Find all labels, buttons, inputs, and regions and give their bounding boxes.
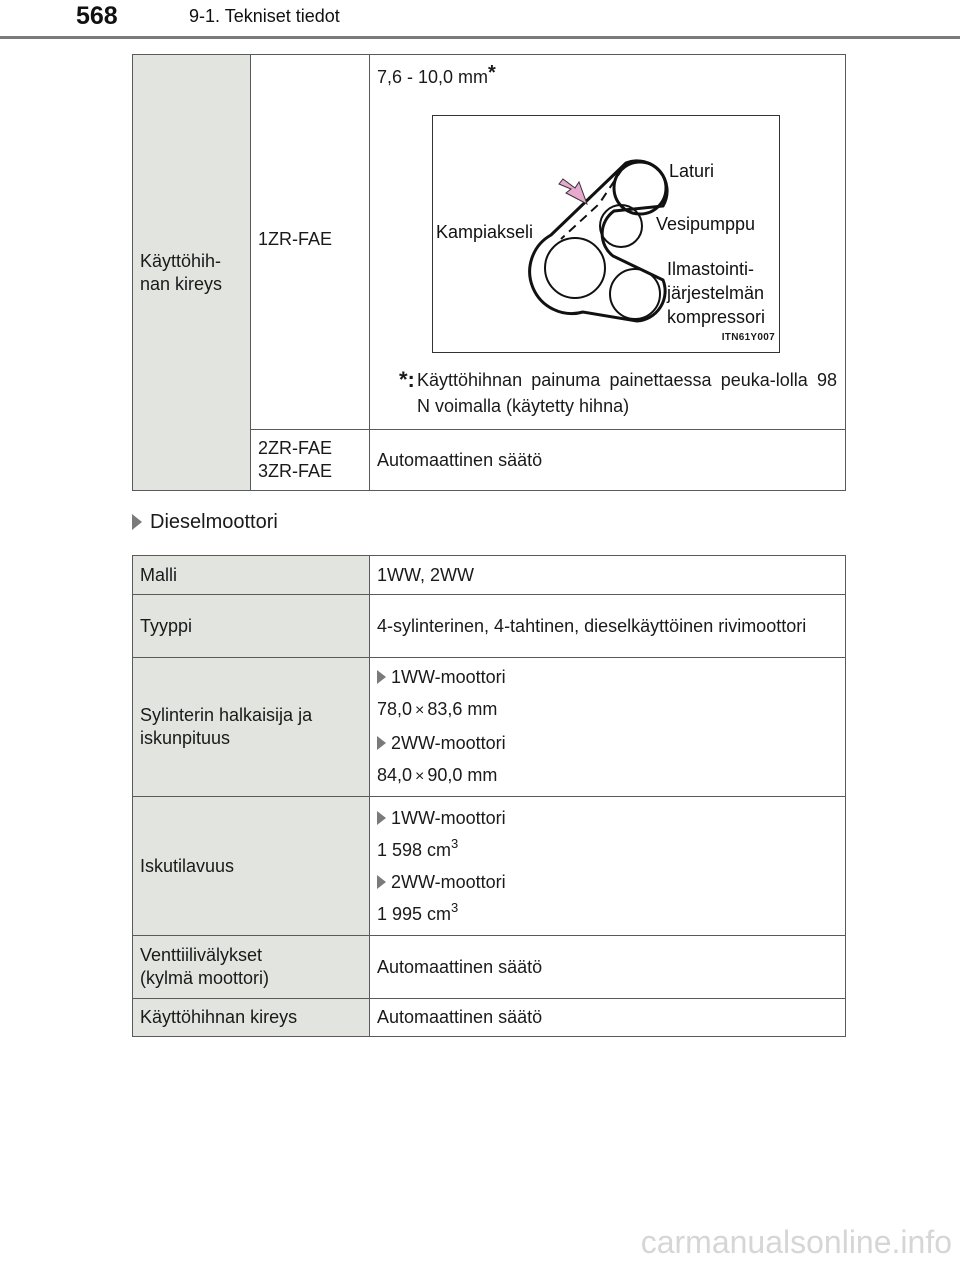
valve-clearance-value: Automaattinen säätö <box>370 936 846 999</box>
label-compressor: Ilmastointi- järjestelmän kompressori <box>667 259 766 327</box>
triangle-bullet-icon <box>377 736 386 750</box>
model-label: Malli <box>133 556 370 595</box>
deflection-value: 7,6 - 10,0 mm* <box>377 62 496 87</box>
footnote-mark: *: <box>399 367 415 392</box>
engine-2zr-3zr-value: Automaattinen säätö <box>370 430 846 491</box>
label-alternator: Laturi <box>669 161 715 181</box>
page-header <box>0 0 960 40</box>
section-title: 9-1. Tekniset tiedot <box>189 6 340 26</box>
figure-code: ITN61Y007 <box>721 332 775 343</box>
deflected-belt-dashed <box>561 168 623 239</box>
table-row <box>133 658 846 797</box>
table-row <box>133 556 846 595</box>
triangle-bullet-icon <box>132 514 142 530</box>
drive-belt-tension-value: Automaattinen säätö <box>370 999 846 1037</box>
engine-1zr-label: 1ZR-FAE <box>251 55 370 430</box>
valve-clearance-label: Venttiilivälykset (kylmä moottori) <box>133 936 370 999</box>
belt-tension-label: Käyttöhih- nan kireys <box>133 55 251 491</box>
label-crankshaft: Kampiakseli <box>436 222 534 242</box>
drive-belt-tension-label: Käyttöhihnan kireys <box>133 999 370 1037</box>
label-water-pump: Vesipumppu <box>656 214 756 234</box>
watermark: carmanualsonline.info <box>640 1224 952 1260</box>
table-row <box>133 797 846 936</box>
table-row <box>133 936 846 999</box>
petrol-spec-table <box>132 54 846 491</box>
belt-diagram <box>432 115 780 353</box>
engine-2zr-3zr-label: 2ZR-FAE 3ZR-FAE <box>251 430 370 491</box>
table-row <box>133 595 846 658</box>
type-label: Tyyppi <box>133 595 370 658</box>
triangle-bullet-icon <box>377 811 386 825</box>
bore-stroke-value: 1WW-moottori 78,0 × 83,6 mm 2WW-moottori 84,0 × 90,0 mm <box>370 658 846 797</box>
diesel-spec-table <box>132 555 846 1037</box>
model-value: 1WW, 2WW <box>370 556 846 595</box>
footnote-text: Käyttöhihnan painuma painettaessa peuka-lolla 98 N voimalla (käytetty hihna) <box>417 370 837 416</box>
crankshaft-pulley <box>545 238 605 298</box>
bore-stroke-label: Sylinterin halkaisija ja iskunpituus <box>133 658 370 797</box>
belt-deflection-cell <box>370 55 846 430</box>
press-arrow-icon <box>559 179 587 204</box>
page-number: 568 <box>76 2 118 30</box>
table-row <box>133 999 846 1037</box>
displacement-value: 1WW-moottori 1 598 $cm^3$ 2WW-moottori 1 995 $cm^3$ <box>370 797 846 936</box>
footnote <box>399 367 838 419</box>
triangle-bullet-icon <box>377 875 386 889</box>
diesel-heading: Dieselmoottori <box>132 511 278 534</box>
triangle-bullet-icon <box>377 670 386 684</box>
header-rule <box>0 36 960 39</box>
type-value: 4-sylinterinen, 4-tahtinen, dieselkäyttöinen rivimoottori <box>370 595 846 658</box>
displacement-label: Iskutilavuus <box>133 797 370 936</box>
drive-belt <box>530 161 667 321</box>
